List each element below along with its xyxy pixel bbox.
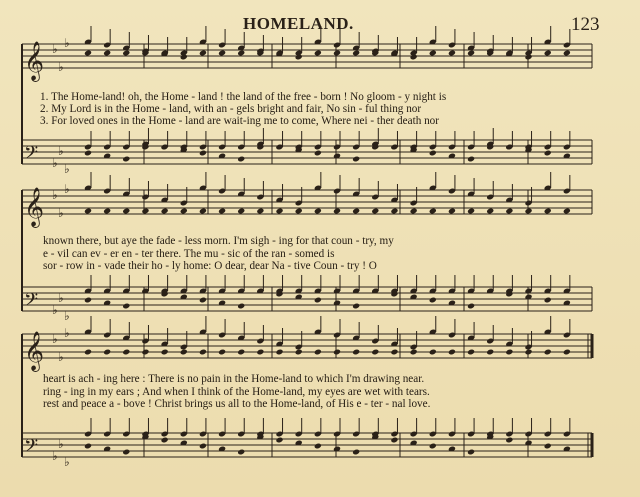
note-head (218, 208, 226, 215)
lyric-line: heart is ach - ing here : There is no pain in the Home-land to which I'm drawing near. (43, 373, 425, 385)
note-head (467, 449, 475, 456)
note-head (161, 349, 169, 356)
note-head (333, 349, 341, 356)
lyric-line: sor - row in - vade their ho - ly home: O dear, dear Na - tive Coun - try ! O (43, 260, 377, 272)
note-head (84, 443, 92, 450)
note-head (218, 50, 226, 57)
note-head (237, 303, 245, 310)
lyric-line: known there, but aye the fade - less morn. I'm sigh - ing for that coun - try, my (43, 235, 394, 247)
note-head (429, 443, 437, 450)
note-head (314, 349, 322, 356)
note-head (544, 50, 552, 57)
note-head (103, 349, 111, 356)
note-head (295, 208, 303, 215)
note-head (410, 208, 418, 215)
note-head (544, 297, 552, 304)
note-head (122, 349, 130, 356)
note-head (467, 156, 475, 163)
flat-icon: ♭ (52, 303, 58, 317)
note-head (563, 208, 571, 215)
bass-clef-icon: 𝄢 (24, 143, 39, 168)
note-head (429, 208, 437, 215)
hymn-title: HOMELAND. (243, 14, 354, 33)
note-head (218, 349, 226, 356)
note-head (141, 208, 149, 215)
flat-icon: ♭ (52, 42, 58, 56)
note-head (333, 50, 341, 57)
note-head (467, 50, 475, 57)
flat-icon: ♭ (64, 326, 70, 340)
note-head (84, 349, 92, 356)
note-head (390, 349, 398, 356)
flat-icon: ♭ (58, 144, 64, 158)
lyric-line: 3. For loved ones in the Home - land are wait-ing me to come, Where nei - ther death nor (40, 115, 439, 127)
note-head (352, 50, 360, 57)
note-head (237, 449, 245, 456)
flat-icon: ♭ (64, 162, 70, 176)
note-head (429, 150, 437, 157)
note-head (352, 156, 360, 163)
flat-icon: ♭ (58, 291, 64, 305)
flat-icon: ♭ (52, 332, 58, 346)
note-head (199, 150, 207, 157)
note-head (314, 50, 322, 57)
note-head (544, 208, 552, 215)
note-head (237, 349, 245, 356)
note-head (314, 297, 322, 304)
note-head (122, 303, 130, 310)
note-head (390, 208, 398, 215)
note-head (276, 349, 284, 356)
flat-icon: ♭ (58, 60, 64, 74)
note-head (333, 208, 341, 215)
note-head (505, 437, 513, 444)
note-head (544, 349, 552, 356)
note-head (352, 349, 360, 356)
note-head (429, 349, 437, 356)
note-head (122, 208, 130, 215)
note-head (390, 437, 398, 444)
note-head (505, 208, 513, 215)
note-head (180, 208, 188, 215)
note-head (371, 349, 379, 356)
note-head (276, 208, 284, 215)
flat-icon: ♭ (64, 182, 70, 196)
bass-clef-icon: 𝄢 (24, 290, 39, 315)
note-head (122, 156, 130, 163)
note-head (180, 349, 188, 356)
note-head (84, 50, 92, 57)
note-head (199, 208, 207, 215)
flat-icon: ♭ (52, 188, 58, 202)
note-head (237, 50, 245, 57)
note-head (84, 150, 92, 157)
lyric-line: 1. The Home-land! oh, the Home - land ! the land of the free - born ! No gloom - y night is (40, 91, 447, 103)
note-head (199, 297, 207, 304)
treble-clef-icon: 𝄞 (24, 41, 45, 81)
flat-icon: ♭ (58, 350, 64, 364)
note-head (544, 150, 552, 157)
note-head (276, 437, 284, 444)
note-head (103, 50, 111, 57)
note-head (199, 443, 207, 450)
note-head (161, 437, 169, 444)
lyric-line: ring - ing in my ears ; And when I think of the Home-land, my eyes are wet with tears. (43, 386, 430, 398)
note-head (448, 50, 456, 57)
note-head (429, 50, 437, 57)
note-head (448, 349, 456, 356)
note-head (122, 449, 130, 456)
note-head (161, 208, 169, 215)
note-head (314, 150, 322, 157)
note-head (256, 208, 264, 215)
note-head (486, 349, 494, 356)
note-head (563, 349, 571, 356)
note-head (371, 208, 379, 215)
lyric-line: e - vil can ev - er en - ter there. The mu - sic of the ran - somed is (43, 248, 335, 260)
note-head (141, 349, 149, 356)
note-head (352, 303, 360, 310)
note-head (467, 349, 475, 356)
flat-icon: ♭ (58, 437, 64, 451)
note-head (544, 443, 552, 450)
note-head (237, 208, 245, 215)
treble-clef-icon: 𝄞 (24, 331, 45, 371)
note-head (84, 297, 92, 304)
flat-icon: ♭ (58, 206, 64, 220)
note-head (563, 50, 571, 57)
note-head (314, 208, 322, 215)
page-number: 123 (571, 14, 600, 35)
note-head (122, 50, 130, 57)
note-head (295, 349, 303, 356)
note-head (486, 208, 494, 215)
note-head (314, 443, 322, 450)
flat-icon: ♭ (52, 449, 58, 463)
note-head (429, 297, 437, 304)
note-head (199, 50, 207, 57)
lyric-line: 2. My Lord is in the Home - land, with an - gels bright and fair, No sin - ful thing nor (40, 103, 422, 115)
note-head (525, 208, 533, 215)
flat-icon: ♭ (64, 309, 70, 323)
note-head (237, 156, 245, 163)
note-head (352, 208, 360, 215)
flat-icon: ♭ (64, 455, 70, 469)
note-head (410, 349, 418, 356)
note-head (505, 349, 513, 356)
note-head (525, 349, 533, 356)
note-head (256, 349, 264, 356)
note-head (103, 208, 111, 215)
note-head (448, 208, 456, 215)
flat-icon: ♭ (52, 156, 58, 170)
note-head (467, 303, 475, 310)
note-head (352, 449, 360, 456)
note-head (199, 349, 207, 356)
note-head (84, 208, 92, 215)
flat-icon: ♭ (64, 36, 70, 50)
note-head (467, 208, 475, 215)
bass-clef-icon: 𝄢 (24, 436, 39, 461)
treble-clef-icon: 𝄞 (24, 187, 45, 227)
lyric-line: rest and peace a - bove ! Christ brings us all to the Home-land, of His e - ter - nal love. (43, 398, 431, 410)
